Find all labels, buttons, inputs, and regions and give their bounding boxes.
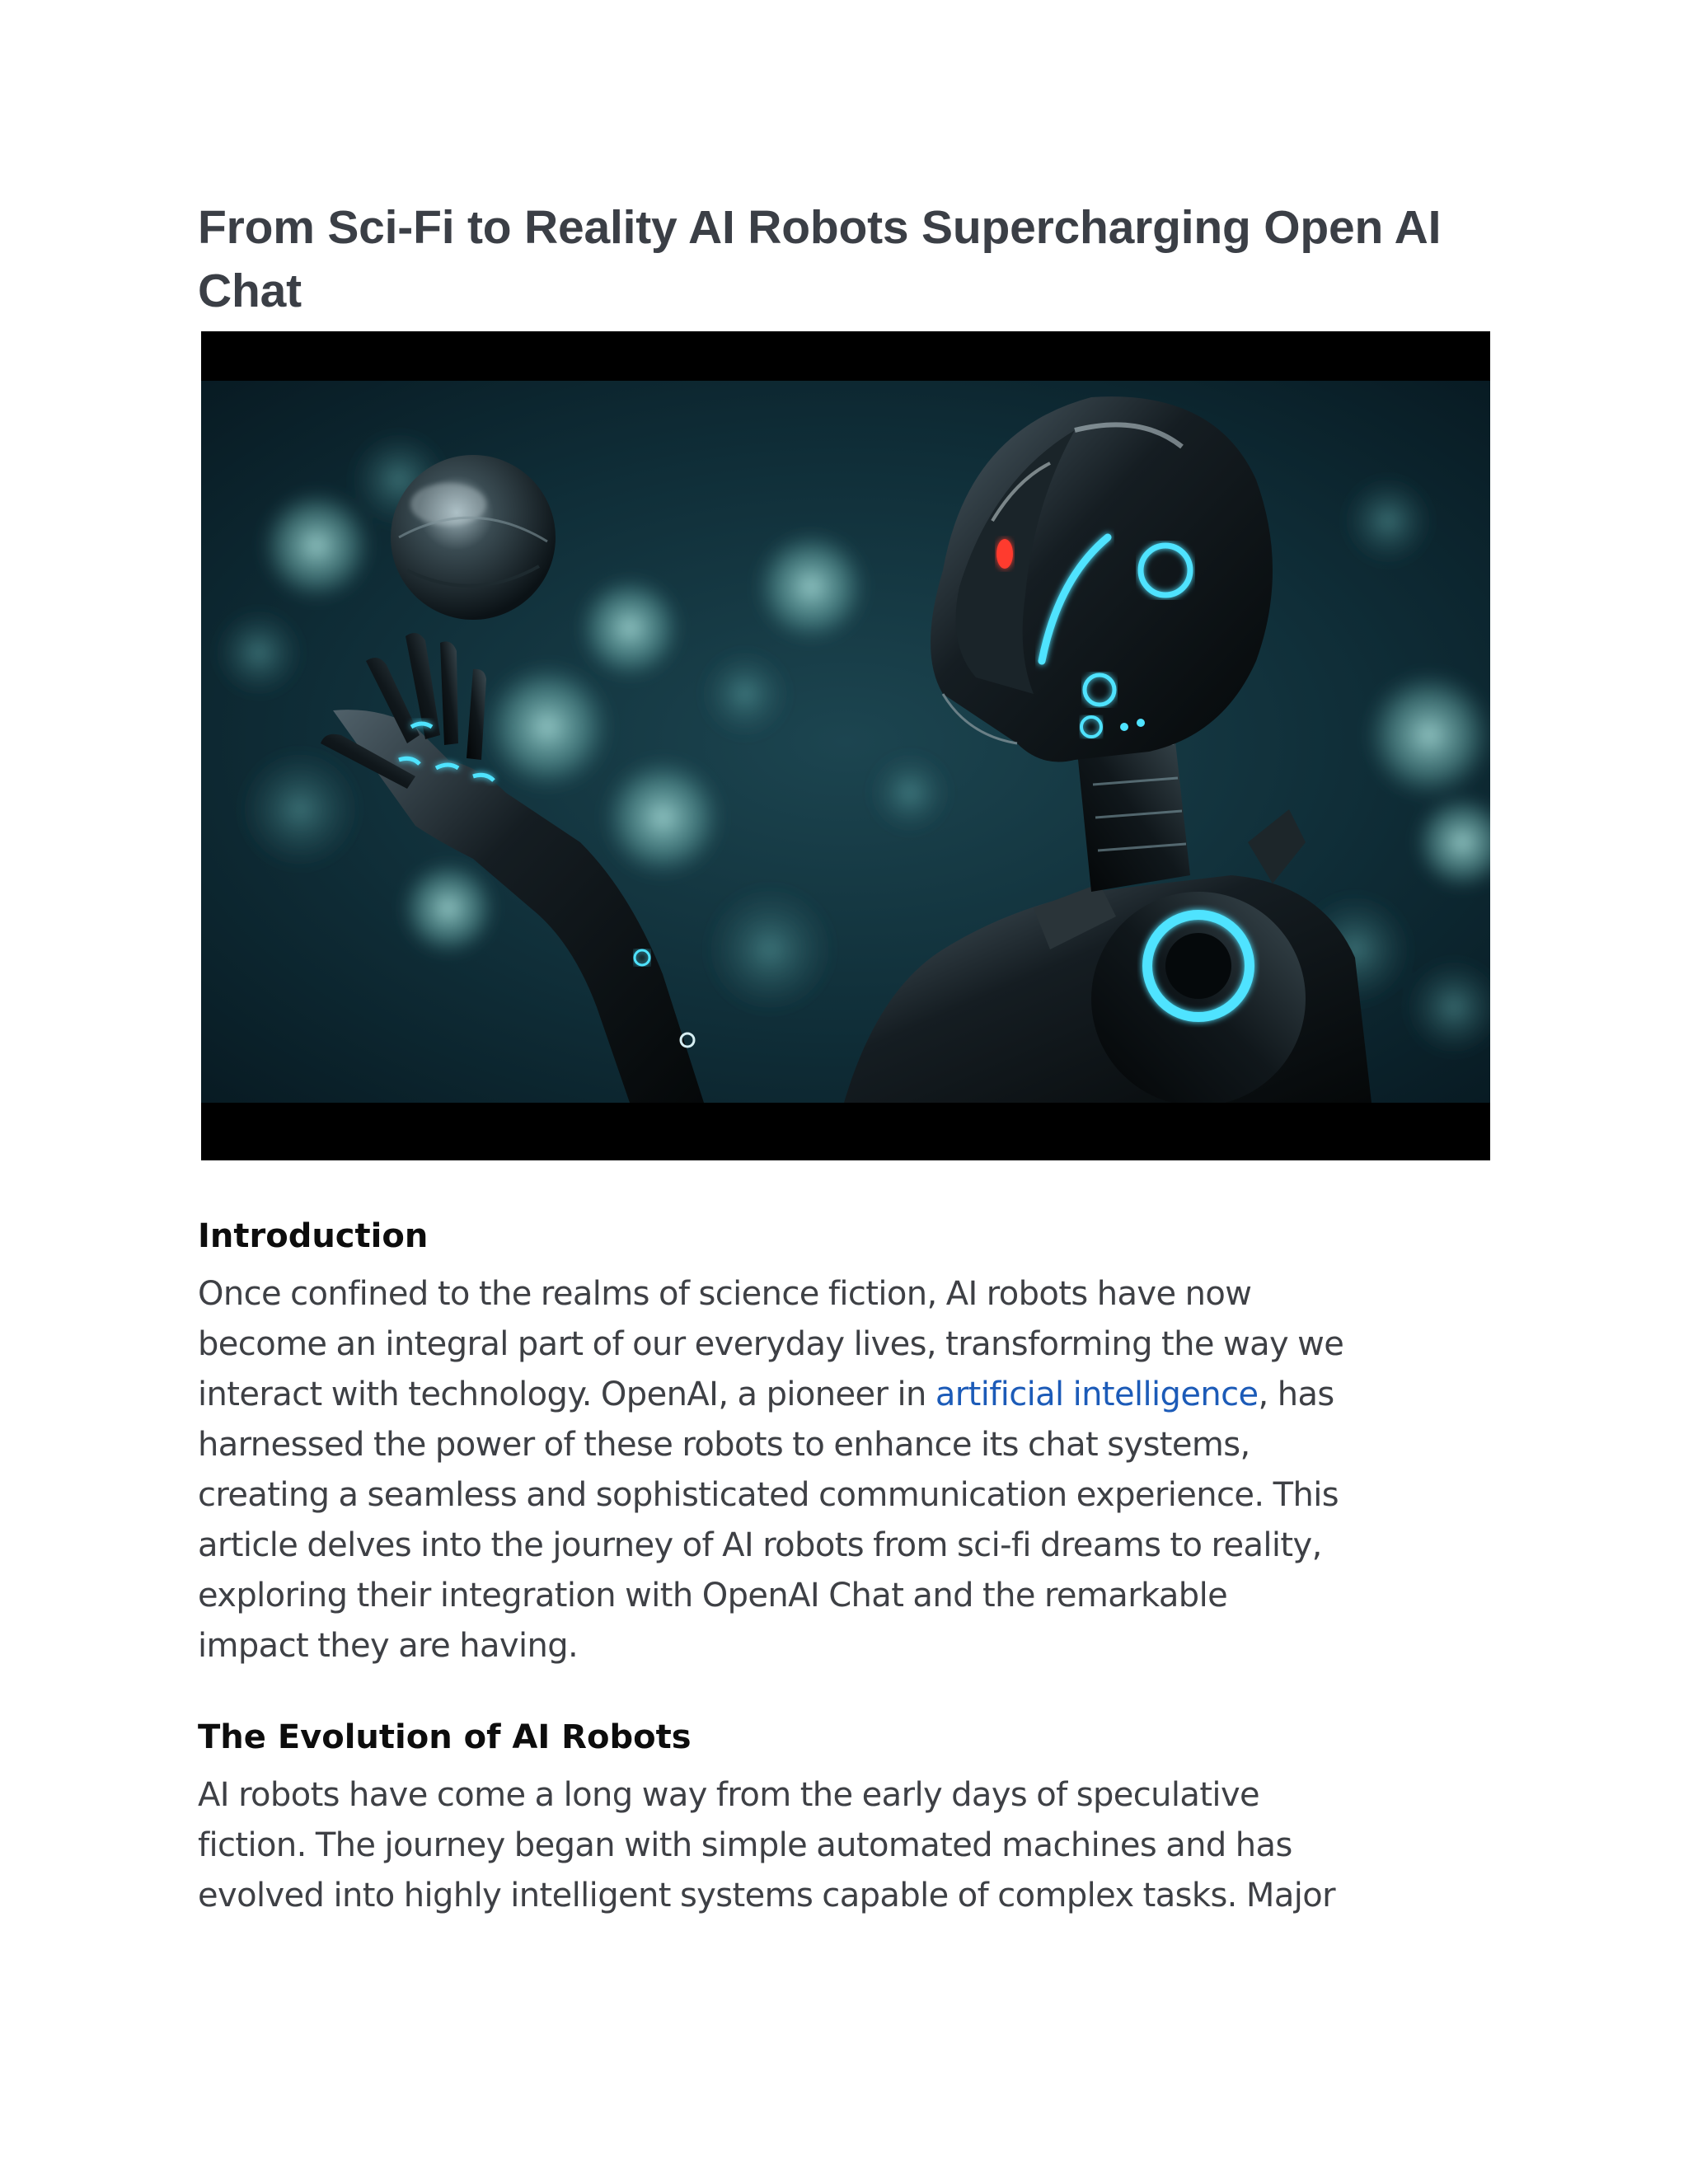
document-title-line: From Sci-Fi to Reality AI Robots Supercharging Open AI xyxy=(198,201,1442,254)
paragraph-text: interact with technology. OpenAI, a pioneer in xyxy=(198,1376,935,1413)
hero-image xyxy=(201,331,1490,1160)
paragraph-line: evolved into highly intelligent systems capable of complex tasks. Major xyxy=(198,1877,1335,1915)
paragraph-line: article delves into the journey of AI robots from sci-fi dreams to reality, xyxy=(198,1526,1322,1564)
paragraph-line: creating a seamless and sophisticated communication experience. This xyxy=(198,1476,1339,1514)
section-heading-evolution: The Evolution of AI Robots xyxy=(198,1718,692,1756)
document-title-line: Chat xyxy=(198,265,302,317)
paragraph-line: AI robots have come a long way from the early days of speculative xyxy=(198,1776,1260,1814)
paragraph-line: harnessed the power of these robots to enhance its chat systems, xyxy=(198,1426,1250,1464)
paragraph-line: impact they are having. xyxy=(198,1627,579,1665)
robot-holding-sphere-illustration xyxy=(201,381,1490,1103)
artificial-intelligence-link[interactable]: artificial intelligence xyxy=(935,1376,1259,1413)
document-page xyxy=(198,196,1500,1921)
introduction-paragraph xyxy=(198,1269,1500,1671)
section-heading-introduction: Introduction xyxy=(198,1217,429,1255)
paragraph-line: fiction. The journey began with simple automated machines and has xyxy=(198,1826,1292,1864)
paragraph-text: , has xyxy=(1258,1376,1334,1413)
evolution-paragraph xyxy=(198,1770,1500,1921)
paragraph-line: become an integral part of our everyday lives, transforming the way we xyxy=(198,1325,1344,1363)
paragraph-line xyxy=(198,1370,1500,1420)
paragraph-line: exploring their integration with OpenAI Chat and the remarkable xyxy=(198,1577,1228,1615)
document-title xyxy=(198,196,1500,323)
paragraph-line: Once confined to the realms of science fiction, AI robots have now xyxy=(198,1275,1252,1313)
